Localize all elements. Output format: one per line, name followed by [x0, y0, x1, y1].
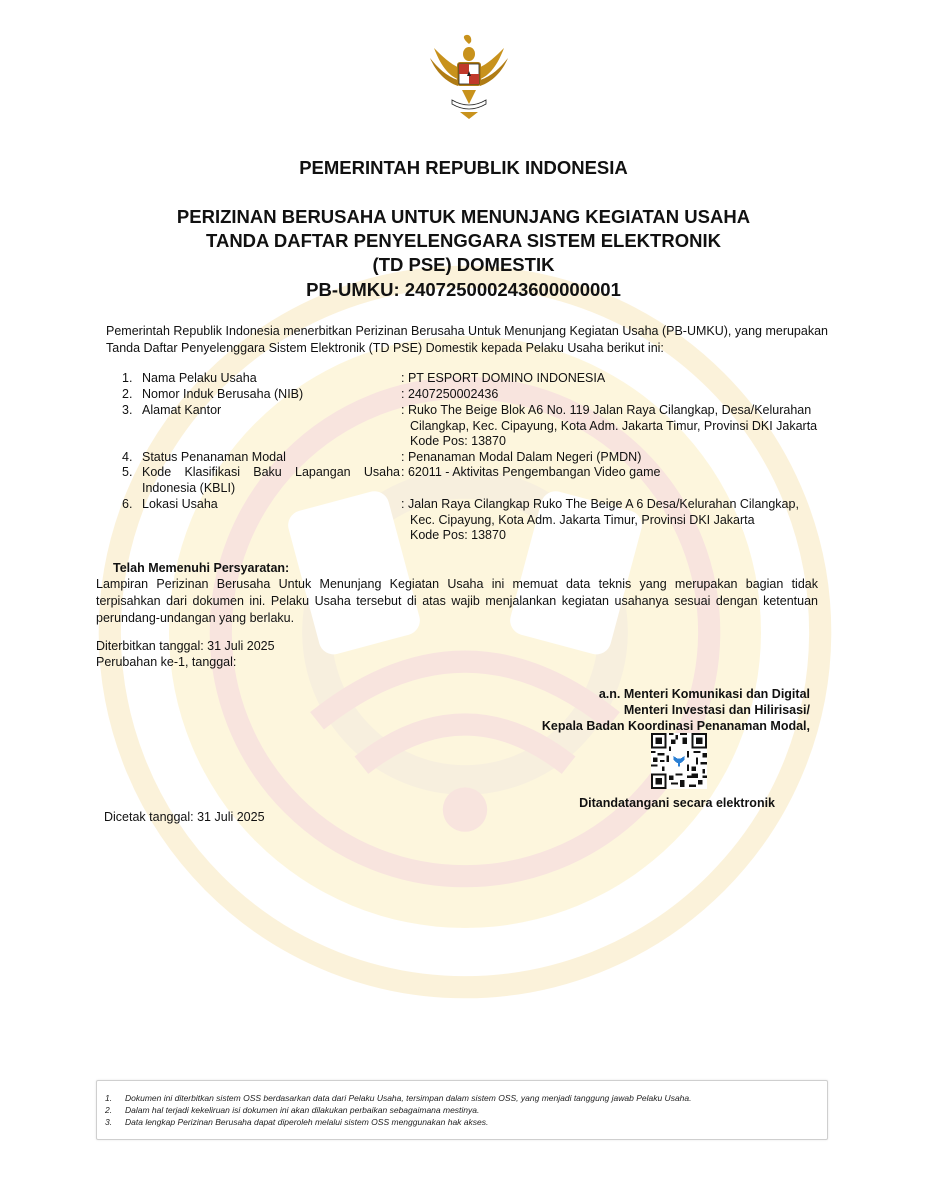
revision-date: Perubahan ke-1, tanggal: [96, 655, 237, 669]
detail-label: Lokasi Usaha [142, 497, 218, 511]
detail-num: 1. [122, 371, 133, 385]
detail-label-cont: Indonesia (KBLI) [142, 481, 236, 495]
detail-value-line: Kec. Cipayung, Kota Adm. Jakarta Timur, Provinsi DKI Jakarta [410, 512, 755, 527]
footer-note-text: Dalam hal terjadi kekeliruan isi dokumen ini akan dilakukan perbaikan sebagaimana mestinya. [125, 1105, 480, 1115]
requirements-text: Lampiran Perizinan Berusaha Untuk Menunjang Kegiatan Usaha ini memuat data teknis yang merupakan bagian tidak terpisahkan dari dokumen ini. Pelaku Usaha tersebut di atas wajib menjalankan kegiatan usahanya sesuai dengan ketentuan perundang-undangan yang berlaku. [96, 577, 818, 625]
detail-value [401, 403, 826, 450]
footer-note-num: 2. [105, 1105, 113, 1115]
detail-value: : 2407250002436 [401, 387, 499, 401]
detail-num: 5. [122, 465, 133, 479]
printed-date: Dicetak tanggal: 31 Juli 2025 [104, 810, 265, 824]
detail-value: : 62011 - Aktivitas Pengembangan Video game [401, 465, 661, 479]
detail-num: 2. [122, 387, 133, 401]
detail-value-line: : Ruko The Beige Blok A6 No. 119 Jalan Raya Cilangkap, Desa/Kelurahan [401, 403, 812, 417]
detail-label: Kode Klasifikasi Baku Lapangan Usaha [142, 465, 400, 479]
detail-label: Nomor Induk Berusaha (NIB) [142, 387, 304, 401]
pb-umku-number: PB-UMKU: 240725000243600000001 [306, 279, 621, 300]
detail-value-line: : Jalan Raya Cilangkap Ruko The Beige A 6 Desa/Kelurahan Cilangkap, [401, 497, 799, 511]
requirements-title: Telah Memenuhi Persyaratan: [113, 561, 290, 575]
footer-note-num: 1. [105, 1093, 113, 1103]
document-title-line-3: (TD PSE) DOMESTIK [372, 254, 555, 275]
electronic-signature-note: Ditandatangani secara elektronik [579, 796, 775, 810]
document-title-line-2: TANDA DAFTAR PENYELENGGARA SISTEM ELEKTRONIK [206, 230, 721, 251]
document-title-line-1: PERIZINAN BERUSAHA UNTUK MENUNJANG KEGIATAN USAHA [176, 206, 751, 227]
footer-note-text: Dokumen ini diterbitkan sistem OSS berdasarkan data dari Pelaku Usaha, tersimpan dalam sistem OSS, yang menjadi tanggung jawab Pelaku Usaha. [125, 1093, 692, 1103]
detail-num: 6. [122, 497, 133, 511]
detail-num: 4. [122, 450, 133, 464]
footer-notes [96, 1080, 828, 1140]
garuda-pancasila-emblem [426, 34, 512, 120]
intro-paragraph: Pemerintah Republik Indonesia menerbitkan Perizinan Berusaha Untuk Menunjang Kegiatan Usaha (PB-UMKU), yang merupakan Tanda Daftar Penyelenggara Sistem Elektronik (TD PSE) Domestik kepada Pelaku Usaha berikut ini: [106, 324, 828, 355]
qr-code-signature [651, 733, 707, 789]
detail-value: : Penanaman Modal Dalam Negeri (PMDN) [401, 450, 642, 464]
signature-line-2: Menteri Investasi dan Hilirisasi/ [623, 703, 810, 717]
detail-value-line: Cilangkap, Kec. Cipayung, Kota Adm. Jakarta Timur, Provinsi DKI Jakarta [410, 418, 818, 433]
footer-note-text: Data lengkap Perizinan Berusaha dapat diperoleh melalui sistem OSS menggunakan hak akses. [125, 1117, 489, 1127]
government-heading: PEMERINTAH REPUBLIK INDONESIA [299, 157, 628, 178]
detail-num: 3. [122, 403, 133, 417]
detail-value [401, 497, 826, 544]
detail-label: Alamat Kantor [142, 403, 222, 417]
signature-line-3: Kepala Badan Koordinasi Penanaman Modal, [541, 719, 810, 733]
signature-line-1: a.n. Menteri Komunikasi dan Digital [598, 687, 810, 701]
detail-value-line: Kode Pos: 13870 [410, 434, 506, 448]
detail-value: : PT ESPORT DOMINO INDONESIA [401, 371, 606, 385]
footer-note-num: 3. [105, 1117, 113, 1127]
detail-label: Nama Pelaku Usaha [142, 371, 257, 385]
detail-label: Status Penanaman Modal [142, 450, 286, 464]
detail-value-line: Kode Pos: 13870 [410, 528, 506, 542]
issued-date: Diterbitkan tanggal: 31 Juli 2025 [96, 639, 275, 653]
